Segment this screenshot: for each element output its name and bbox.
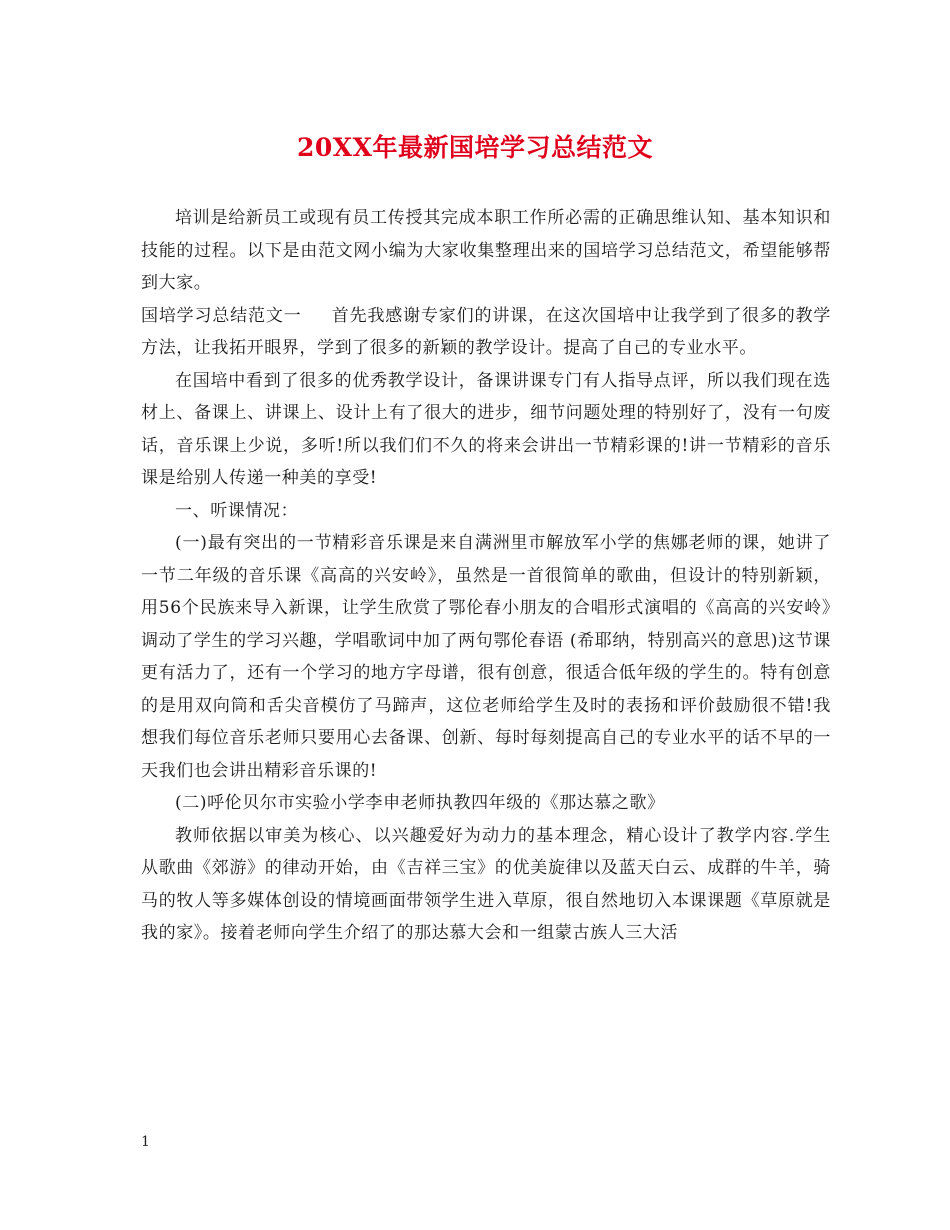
document-title: 20XX年最新国培学习总结范文	[296, 133, 654, 162]
paragraph-2: 在国培中看到了很多的优秀教学设计，备课讲课专门有人指导点评，所以我们现在选材上、备课上、讲课上、设计上有了很大的进步，细节问题处理的特别好了，没有一句废话，音乐课上少说，多听!所以我们们不久的将来会讲出一节精彩课的!讲一节精彩的音乐课是给别人传递一种美的享受!	[141, 370, 831, 488]
item-1-paragraph: (一)最有突出的一节精彩音乐课是来自满洲里市解放军小学的焦娜老师的课，她讲了一节二年级的音乐课《高高的兴安岭》，虽然是一首很简单的歌曲，但设计的特别新颖，用56个民族来导入新课，让学生欣赏了鄂伦春小朋友的合唱形式演唱的《高高的兴安岭》调动了学生的学习兴趣，学唱歌词中加了两句鄂伦春语 (希耶纳，特别高兴的意思)这节课更有活力了，还有一个学习的地方字母谱，很有创意，很适合低年级的学生的。特有创意的是用双向筒和舌尖音模仿了马蹄声，这位老师给学生及时的表扬和评价鼓励很不错!我想我们每位音乐老师只要用心去备课、创新、每时每刻提高自己的专业水平的话不早的一天我们也会讲出精彩音乐课的!	[141, 533, 831, 781]
subheading-listening: 一、听课情况：	[175, 500, 299, 521]
paragraph-3: 教师依据以审美为核心、以兴趣爱好为动力的基本理念，精心设计了教学内容.学生从歌曲《郊游》的律动开始，由《吉祥三宝》的优美旋律以及蓝天白云、成群的牛羊，骑马的牧人等多媒体创设的情境画面带领学生进入草原，很自然地切入本课课题《草原就是我的家》。接着老师向学生介绍了的那达慕大会和一组蒙古族人三大活	[141, 825, 831, 943]
section-one-paragraph	[141, 300, 831, 365]
section-one-text: 首先我感谢专家们的讲课，在这次国培中让我学到了很多的教学方法，让我拓开眼界，学到了很多的新颖的教学设计。提高了自己的专业水平。	[141, 305, 831, 358]
document-body	[141, 202, 831, 950]
page-number: 1	[141, 1134, 150, 1150]
intro-paragraph: 培训是给新员工或现有员工传授其完成本职工作所必需的正确思维认知、基本知识和技能的过程。以下是由范文网小编为大家收集整理出来的国培学习总结范文，希望能够帮到大家。	[141, 208, 831, 293]
section-one-heading: 国培学习总结范文一	[141, 305, 302, 326]
item-2-paragraph: (二)呼伦贝尔市实验小学李申老师执教四年级的《那达慕之歌》	[175, 793, 665, 813]
